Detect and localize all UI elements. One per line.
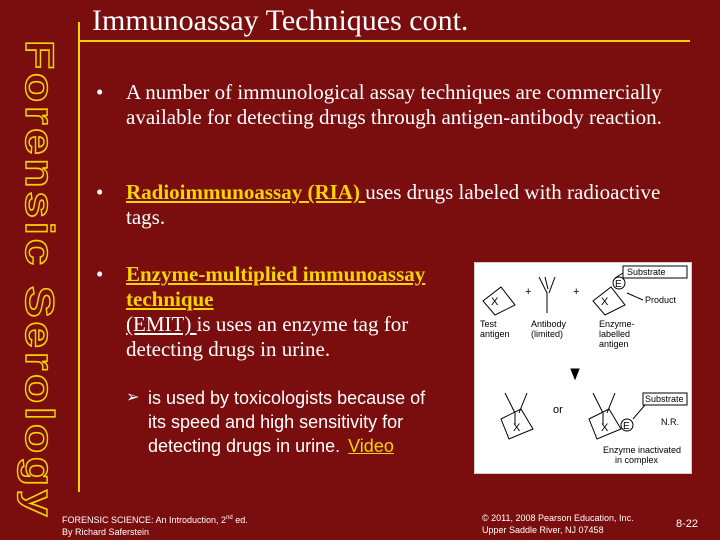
- e-label: E: [623, 421, 630, 432]
- bullet-2-text: [96, 180, 686, 230]
- sidebar-title-text: Forensic Serology: [17, 40, 61, 440]
- emit-diagram: [474, 262, 692, 474]
- vertical-divider: [78, 22, 80, 492]
- substrate-bottom-label: Substrate: [645, 394, 684, 404]
- test-antigen-label-2: antigen: [480, 329, 510, 339]
- plus-sign: +: [573, 286, 580, 298]
- page-number: 8-22: [675, 518, 698, 530]
- down-arrow-icon: [571, 369, 579, 379]
- antibody-shape: [539, 277, 555, 313]
- product-label: Product: [645, 295, 677, 305]
- footer-book-title-text: FORENSIC SCIENCE: An Introduction, 2: [62, 515, 227, 525]
- arrow-bullet-icon: ➢: [126, 389, 140, 406]
- footer-copyright: © 2011, 2008 Pearson Education, Inc.: [482, 513, 634, 523]
- enzyme-antigen-shape: [593, 287, 625, 315]
- bullet-3: [96, 262, 456, 362]
- footer-left: [62, 512, 248, 538]
- sidebar-title: [12, 40, 68, 522]
- enzyme-labelled-label-1: Enzyme-: [599, 319, 635, 329]
- or-label: or: [553, 404, 563, 416]
- sub-bullet-text: is used by toxicologists because of its speed and high sensitivity for detecting drugs in urine.: [148, 388, 426, 456]
- bullet-1: [96, 80, 676, 130]
- line: [633, 405, 645, 419]
- bullet-3-rest: is uses an enzyme tag for detecting drugs in urine.: [126, 312, 409, 361]
- plus-sign: +: [525, 286, 532, 298]
- bullet-1-text: A number of immunological assay techniques are commercially available for detecting drugs through antigen-antibody reaction.: [126, 80, 662, 129]
- page-title: Immunoassay Techniques cont.: [92, 4, 469, 37]
- x-label: X: [601, 296, 609, 308]
- bullet-2: [96, 180, 686, 230]
- antibody-label-1: Antibody: [531, 319, 567, 329]
- bullet-2-rest: uses drugs labeled with radioactive tags.: [126, 180, 661, 229]
- bullet-dot: •: [96, 80, 104, 104]
- test-antigen-label-1: Test: [480, 319, 497, 329]
- bullet-3-text: [96, 262, 456, 362]
- test-antigen-shape: [483, 287, 515, 315]
- footer-author: By Richard Saferstein: [62, 527, 150, 537]
- inactivated-label-1: Enzyme inactivated: [603, 445, 682, 455]
- x-label: X: [601, 422, 609, 434]
- antibody-shape-2: [505, 393, 527, 425]
- x-label: X: [491, 296, 499, 308]
- substrate-top-label: Substrate: [627, 267, 666, 277]
- enzyme-labelled-label-2: labelled: [599, 329, 631, 339]
- arrow-line: [627, 293, 643, 300]
- ria-term: Radioimmunoassay (RIA): [126, 180, 366, 204]
- inactivated-label-2: in complex: [615, 455, 659, 465]
- footer-address: Upper Saddle River, NJ 07458: [482, 525, 604, 535]
- antibody-label-2: (limited): [531, 329, 564, 339]
- footer-book-title: [62, 512, 248, 526]
- e-label: E: [615, 279, 622, 290]
- emit-acronym: (EMIT): [126, 312, 197, 336]
- emit-term: Enzyme-multiplied immunoassay technique: [126, 262, 426, 311]
- bullet-dot: •: [96, 262, 104, 286]
- title-underline: [78, 40, 690, 42]
- emit-diagram-svg: [475, 263, 691, 473]
- footer-edition-suffix: ed.: [232, 515, 248, 525]
- video-link[interactable]: Video: [348, 436, 394, 456]
- sub-bullet-text-wrap: [126, 386, 446, 458]
- sidebar-title-graphic: [12, 40, 68, 522]
- enzyme-labelled-label-3: antigen: [599, 339, 629, 349]
- antibody-shape-3: [593, 393, 615, 425]
- footer-right: [482, 512, 634, 536]
- footer-edition-sup: nd: [226, 515, 233, 521]
- x-label: X: [513, 422, 521, 434]
- nr-label: N.R.: [661, 417, 679, 427]
- bullet-dot: •: [96, 180, 104, 204]
- sub-bullet: [126, 386, 446, 458]
